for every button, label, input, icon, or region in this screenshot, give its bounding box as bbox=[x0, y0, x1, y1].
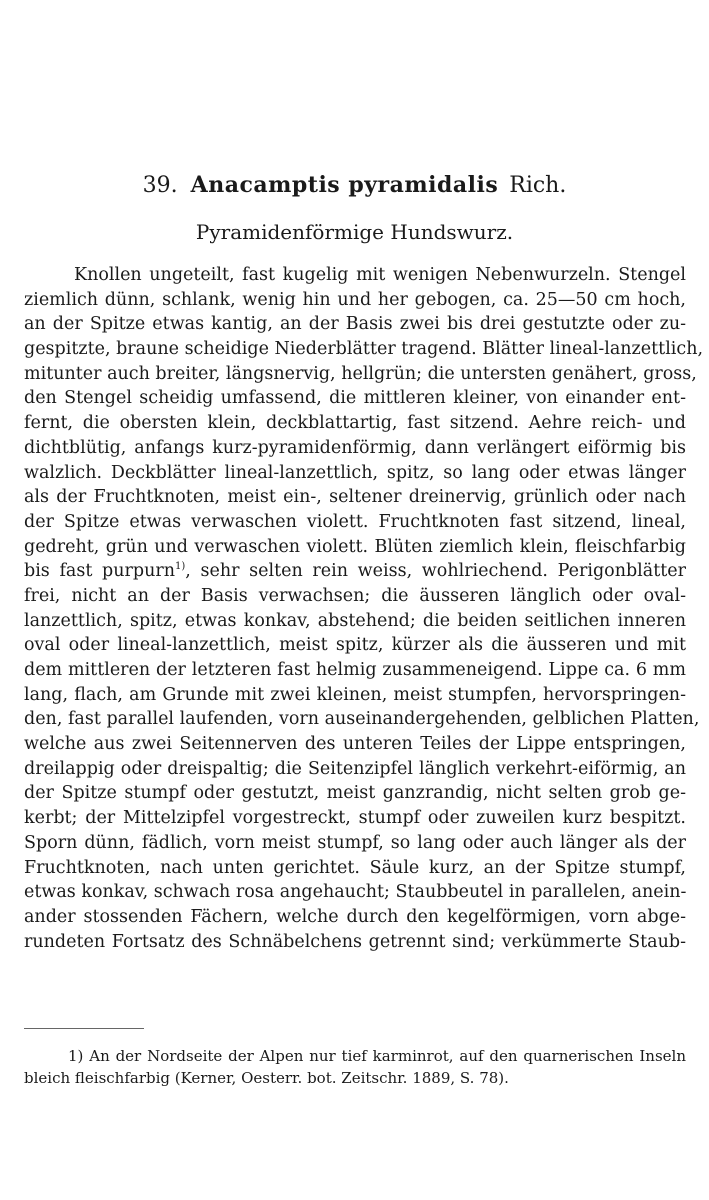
footnote-marker: 1) bbox=[175, 561, 186, 573]
text-fragment: , sehr selten rein weiss, wohlriechend. Perigonblätter bbox=[185, 561, 686, 582]
text-line: etwas konkav, schwach rosa angehaucht; Staubbeutel in parallelen, anein- bbox=[24, 882, 687, 903]
species-author: Rich. bbox=[509, 173, 567, 198]
text-line: Fruchtknoten, nach unten gerichtet. Säule kurz, an der Spitze stumpf, bbox=[24, 857, 686, 878]
footnote bbox=[24, 1045, 686, 1089]
footnote-line: 1) An der Nordseite der Alpen nur tief karminrot, auf den quarnerischen Inseln bbox=[68, 1047, 686, 1065]
text-line: oval oder lineal-lanzettlich, meist spitz, kürzer als die äusseren und mit bbox=[24, 635, 686, 656]
text-fragment: bis fast purpurn bbox=[24, 561, 175, 582]
text-line: welche aus zwei Seitennerven des unteren Teiles der Lippe entspringen, bbox=[24, 734, 686, 755]
text-line: den, fast parallel laufenden, vorn auseinandergehenden, gelblichen Platten, bbox=[24, 709, 700, 730]
common-name: Pyramidenförmige Hundswurz. bbox=[195, 220, 514, 244]
text-line: kerbt; der Mittelzipfel vorgestreckt, stumpf oder zuweilen kurz bespitzt. bbox=[24, 808, 686, 829]
species-number: 39. bbox=[142, 173, 178, 198]
text-line: mitunter auch breiter, längsnervig, hellgrün; die untersten genähert, gross, bbox=[24, 363, 697, 384]
text-line: der Spitze etwas verwaschen violett. Fruchtknoten fast sitzend, lineal, bbox=[24, 511, 686, 532]
text-line: ziemlich dünn, schlank, wenig hin und her gebogen, ca. 25—50 cm hoch, bbox=[24, 289, 686, 310]
text-line: Knollen ungeteilt, fast kugelig mit wenigen Nebenwurzeln. Stengel bbox=[74, 265, 686, 285]
text-line: an der Spitze etwas kantig, an der Basis zwei bis drei gestutzte oder zu- bbox=[24, 314, 686, 335]
text-line: lanzettlich, spitz, etwas konkav, abstehend; die beiden seitlichen inneren bbox=[24, 610, 686, 631]
text-line: ander stossenden Fächern, welche durch den kegelförmigen, vorn abge- bbox=[24, 906, 686, 927]
text-line: rundeten Fortsatz des Schnäbelchens getrennt sind; verkümmerte Staub- bbox=[24, 931, 686, 952]
text-line: fernt, die obersten klein, deckblattartig, fast sitzend. Aehre reich- und bbox=[24, 413, 686, 434]
species-name: Anacamptis pyramidalis bbox=[190, 172, 499, 198]
text-line: den Stengel scheidig umfassend, die mittleren kleiner, von einander ent- bbox=[24, 388, 686, 409]
description-paragraph bbox=[24, 263, 704, 954]
footnote-line: bleich fleischfarbig (Kerner, Oesterr. bot. Zeitschr. 1889, S. 78). bbox=[24, 1069, 509, 1087]
text-line: dreilappig oder dreispaltig; die Seitenzipfel länglich verkehrt-eiförmig, an bbox=[24, 758, 686, 779]
text-line: gedreht, grün und verwaschen violett. Blüten ziemlich klein, fleischfarbig bbox=[24, 536, 686, 557]
text-line: der Spitze stumpf oder gestutzt, meist ganzrandig, nicht selten grob ge- bbox=[24, 783, 686, 804]
text-line-with-footnote-ref bbox=[24, 559, 686, 584]
text-line: frei, nicht an der Basis verwachsen; die äusseren länglich oder oval- bbox=[24, 585, 686, 606]
text-line: gespitzte, braune scheidige Niederblätter tragend. Blätter lineal-lanzettlich, bbox=[24, 339, 704, 360]
footnote-divider bbox=[24, 1028, 144, 1029]
text-line: Sporn dünn, fädlich, vorn meist stumpf, so lang oder auch länger als der bbox=[24, 832, 686, 853]
text-line: als der Fruchtknoten, meist ein-, seltener dreinervig, grünlich oder nach bbox=[24, 487, 686, 508]
text-line: lang, flach, am Grunde mit zwei kleinen, meist stumpfen, hervorspringen- bbox=[24, 684, 686, 705]
species-heading bbox=[0, 170, 709, 201]
text-line: walzlich. Deckblätter lineal-lanzettlich, spitz, so lang oder etwas länger bbox=[24, 462, 686, 483]
text-line: dem mittleren der letzteren fast helmig zusammeneigend. Lippe ca. 6 mm bbox=[24, 660, 686, 680]
text-line: dichtblütig, anfangs kurz-pyramidenförmig, dann verlängert eiförmig bis bbox=[24, 437, 686, 458]
